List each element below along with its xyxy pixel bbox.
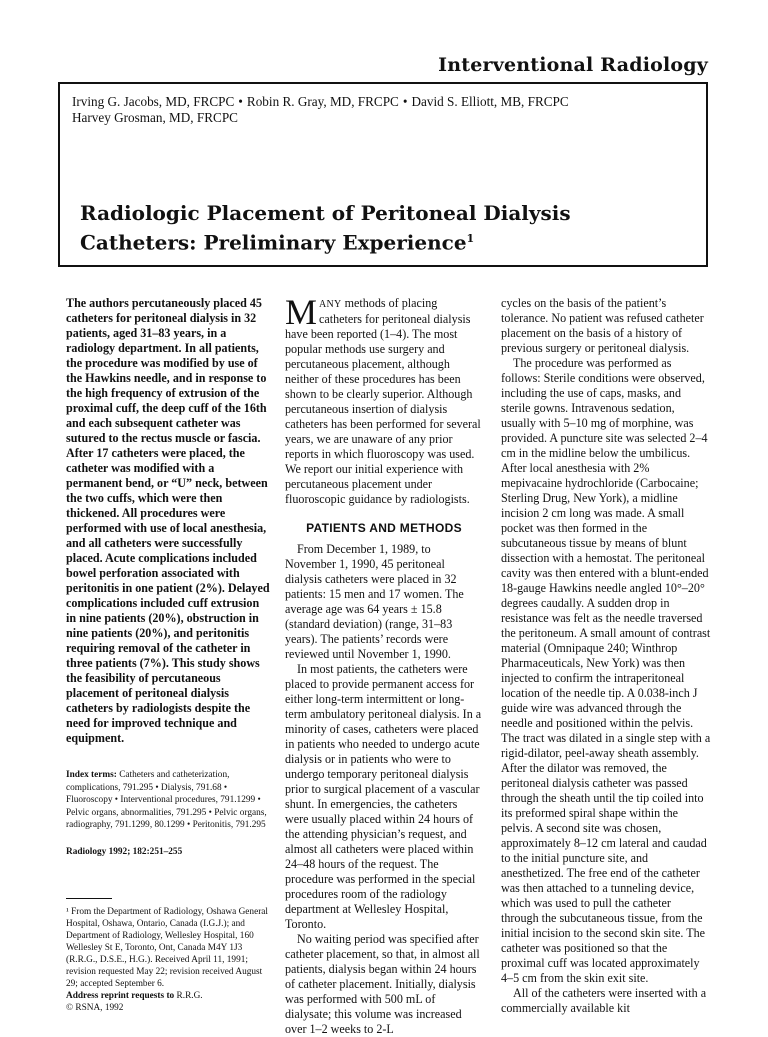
middle-column [285,292,483,1037]
intro-paragraph [285,292,483,507]
title-footnote-mark: 1 [466,232,475,245]
intro-text: methods of placing catheters for peritoneal dialysis have been reported (1–4). The most popular methods use surgery and percutaneous placement, although neither of these procedures has been shown to be clearly superior. Although percutaneous insertion of dialysis catheters has been performed for several years, we are unaware of any prior reports in which fluoroscopy was used. We report our initial experience with percutaneous placement under fluoroscopic guidance by radiologists. [285,296,481,506]
author-name: Irving G. Jacobs, MD, FRCPC [72,94,235,109]
drop-cap: M [285,292,318,332]
footnote-copyright: © RSNA, 1992 [66,1003,124,1013]
author-separator: • [402,94,408,109]
kit-paragraph: All of the catheters were inserted with a commercially available kit [501,986,707,1015]
index-terms-text: Catheters and catheterization, complications, 791.295 • Dialysis, 791.68 • Fluoroscopy • Interventional procedures, 791.1299 • Pelvic organs, abnormalities, 791.295 • Pelvic organs, radiography, 791.1299, 80.1299 • Peritonitis, 791.295 [66,770,267,830]
procedure-paragraph: The procedure was performed as follows: Sterile conditions were observed, including the use of caps, masks, and sterile gowns. Intravenous sedation, usually with 5–10 mg of morphine, was provided. A puncture site was selected 2–4 cm in the midline below the umbilicus. After local anesthesia with 2% mepivacaine hydrochloride (Carbocaine; Sterling Drug, New York), a midline incision 2 cm long was made. A small pocket was then formed in the subcutaneous tissue by means of blunt dissection with a hemostat. The peritoneal cavity was then entered with a blunt-ended 18-gauge Hawkins needle angled 10°–20° degrees caudally. A sudden drop in resistance was felt as the needle traversed the peritoneum. A small amount of contrast material (Omnipaque 240; Winthrop Pharmaceuticals, New York) was then injected to confirm the intraperitoneal location of the needle tip. A 0.038-inch J guide wire was advanced through the needle and positioned within the pelvis. The tract was dilated in a single step with a rigid-dilator, peel-away sheath assembly. After the dilator was removed, the peritoneal dialysis catheter was passed through the sheath until the tip coiled into its preformed spiral shape within the pelvis. A second site was chosen, approximately 8–12 cm lateral and caudad to the initial puncture site, and anesthetized. The free end of the catheter was then attached to a tunneling device, which was used to pull the catheter through the subcutaneous tissue, from the initial incision to the second skin site. The catheter was positioned so that the proximal cuff was located approximately 4–5 cm from the skin exit site. [501,356,711,985]
title-box [58,82,708,267]
footnote-affiliation: ¹ From the Department of Radiology, Oshawa General Hospital, Oshawa, Ontario, Canada (I.G.J.); and Department of Radiology, Wellesley Hospital, 160 Wellesley St E, Toronto, Ont, Canada M4Y 1J3 (R.R.G., D.S.E., H.G.). Received April 11, 1991; revision requested May 22; revision received August 29; accepted September 6. [66,907,269,989]
methods-paragraph-1: From December 1, 1989, to November 1, 1990, 45 peritoneal dialysis catheters were placed in 32 patients: 15 men and 17 women. The average age was 64 years ± 15.8 (standard deviation) (range, 31–83 years). The patients’ records were reviewed until November 1, 1990. [285,542,464,661]
methods-paragraph-3: No waiting period was specified after catheter placement, so that, in almost all patients, dialysis began within 24 hours of catheter placement. Initially, dialysis was performed with 500 mL of dialysate; this volume was increased over 1–2 weeks to 2-L [285,932,480,1036]
footnote-reprint [66,990,276,1002]
methods-paragraph-4: cycles on the basis of the patient’s tolerance. No patient was refused catheter placement on the basis of a history of previous surgery or peritoneal dialysis. [501,296,704,355]
author-line-1 [72,94,569,110]
footnote-rule [66,898,112,899]
reprint-value: R.R.G. [176,991,203,1001]
author-name: Robin R. Gray, MD, FRCPC [246,94,399,109]
index-terms-label: Index terms: [66,770,117,780]
left-column [66,296,271,858]
author-separator: • [238,94,243,109]
section-heading-methods: PATIENTS AND METHODS [306,521,462,535]
article-title [80,200,571,256]
author-list [72,94,569,126]
footnote [66,906,276,1014]
abstract: The authors percutaneously placed 45 catheters for peritoneal dialysis in 32 patients, aged 31–83 years, in a radiology department. In all patients, the procedure was modified by use of the Hawkins needle, and in response to the high frequency of extrusion of the proximal cuff, the deep cuff of the 16th and each subsequent catheter was sutured to the rectus muscle or fascia. After 17 catheters were placed, the catheter was modified with a permanent bend, or “U” neck, between the two cuffs, which were then thickened. All procedures were performed with use of local anesthesia, and all catheters were successfully placed. Acute complications included bowel perforation associated with peritonitis in one patient (2%). Delayed complications included cuff extrusion in nine patients (20%), obstruction in nine patients (20%), and peritonitis requiring removal of the catheter in three patients (7%). This study shows the feasibility of percutaneous placement of peritoneal dialysis catheters by radiologists despite the need for improved technique and equipment. [66,296,270,745]
author-line-2: Harvey Grosman, MD, FRCPC [72,110,238,125]
intro-smallcaps: ANY [319,299,342,310]
journal-section-title: Interventional Radiology [438,54,708,76]
article-title-line-2: Catheters: Preliminary Experience [80,230,467,255]
right-column [501,296,711,1016]
index-terms [66,769,271,832]
author-name: David S. Elliott, MB, FRCPC [411,94,569,109]
reprint-label: Address reprint requests to [66,991,175,1001]
article-title-line-1: Radiologic Placement of Peritoneal Dialysis [80,201,571,225]
citation: Radiology 1992; 182:251–255 [66,846,183,857]
methods-paragraph-2: In most patients, the catheters were placed to provide permanent access for either long-term intermittent or long-term ambulatory peritoneal dialysis. In a minority of cases, catheters were placed in patients who needed to undergo acute dialysis or in patients who were to undergo temporary peritoneal dialysis prior to surgical placement of a vascular shunt. In emergencies, the catheters were usually placed within 24 hours of the attending physician’s request, and almost all catheters were placed within 24–48 hours of the request. The procedure was performed in the special procedures room of the radiology department at Wellesley Hospital, Toronto. [285,662,482,931]
